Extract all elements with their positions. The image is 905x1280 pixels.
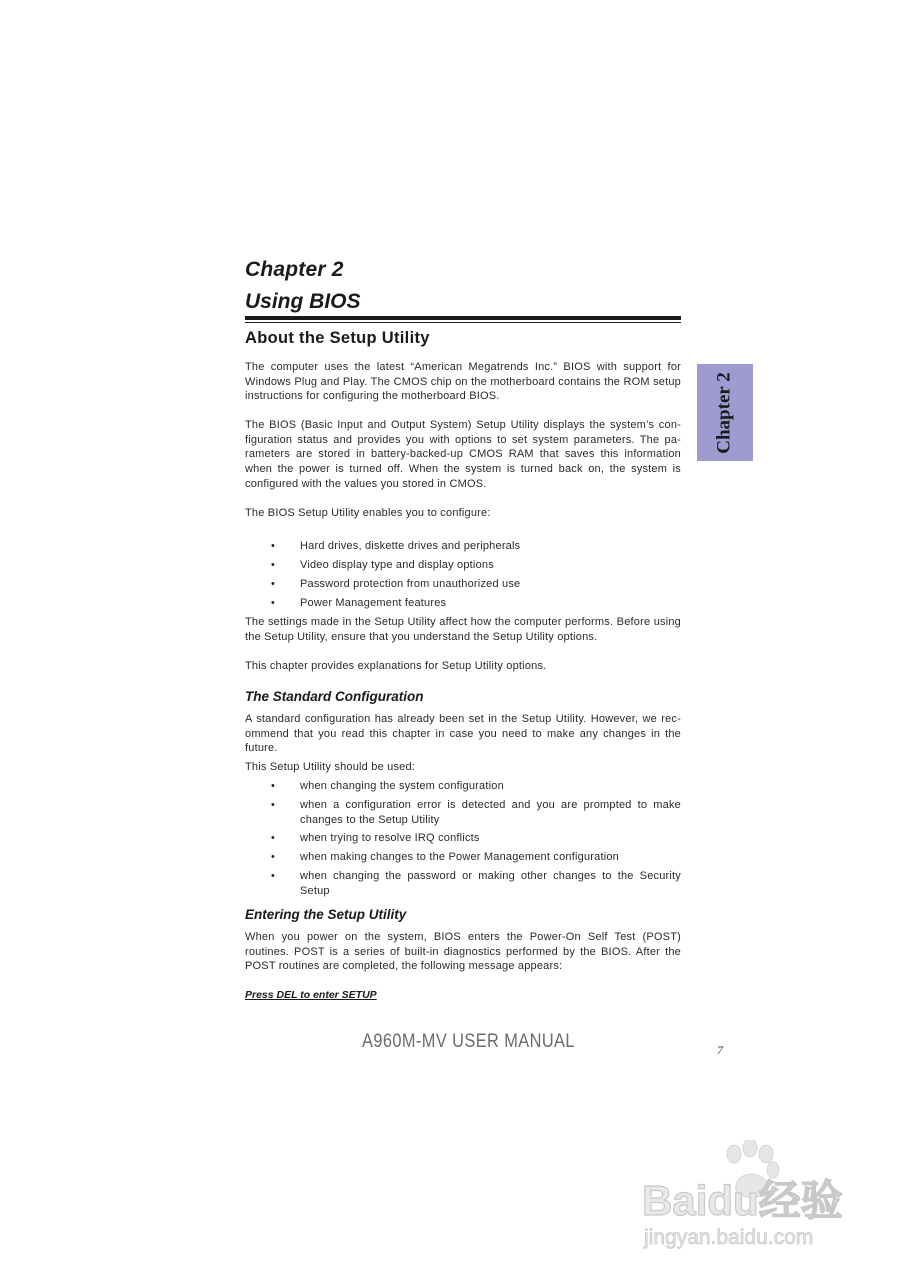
bullet-dot: • bbox=[271, 870, 275, 882]
title-rule-thick bbox=[245, 316, 681, 320]
list-item-text: when a configuration error is detected and you are prompted to make changes to the Setup Utility bbox=[300, 799, 681, 826]
about-paragraph-2: The BIOS (Basic Input and Output System) Setup Utility displays the system’s con-figuration status and provides you with options to set system parameters. The pa-rameters are stored in battery-backed-up CMOS RAM that saves this information when the power is turned off. When the system is turned back on, the system is configured with the values you stored in CMOS. bbox=[245, 419, 681, 490]
chapter-title: Using BIOS bbox=[245, 290, 361, 313]
list-item-text: Video display type and display options bbox=[300, 559, 494, 571]
setup-prompt-message: Press DEL to enter SETUP bbox=[245, 989, 377, 1001]
bullet-dot: • bbox=[271, 559, 275, 571]
about-paragraph-3: The settings made in the Setup Utility affect how the computer performs. Before using the Setup Utility, ensure that you understand the Setup Utility options. bbox=[245, 616, 681, 643]
bullet-dot: • bbox=[271, 832, 275, 844]
watermark-brand-text: Baidu经验 bbox=[642, 1177, 843, 1224]
subsection-heading-entering: Entering the Setup Utility bbox=[245, 907, 407, 922]
bullet-dot: • bbox=[271, 799, 275, 811]
list-item-text: Password protection from unauthorized use bbox=[300, 578, 521, 590]
bullet-dot: • bbox=[271, 540, 275, 552]
watermark-url-text: jingyan.baidu.com bbox=[644, 1226, 814, 1249]
about-paragraph-1: The computer uses the latest “American Megatrends Inc.” BIOS with support for Windows Plug and Play. The CMOS chip on the motherboard contains the ROM setup instructions for configuring the motherboard BIOS. bbox=[245, 361, 681, 403]
footer-manual-title: A960M-MV USER MANUAL bbox=[362, 1031, 575, 1052]
page-number: 7 bbox=[717, 1043, 723, 1057]
list-item-text: Power Management features bbox=[300, 597, 447, 609]
list-item-text: when making changes to the Power Management configuration bbox=[300, 851, 619, 863]
standard-paragraph-1: A standard configuration has already been set in the Setup Utility. However, we rec-ommend that you read this chapter in case you need to make any changes in the future. bbox=[245, 713, 681, 755]
title-rule-thin bbox=[245, 322, 681, 323]
about-paragraph-4: This chapter provides explanations for Setup Utility options. bbox=[245, 660, 547, 672]
about-list-intro: The BIOS Setup Utility enables you to configure: bbox=[245, 507, 491, 519]
bullet-dot: • bbox=[271, 578, 275, 590]
chapter-side-tab bbox=[697, 364, 753, 461]
list-item-text: when changing the system configuration bbox=[300, 780, 504, 792]
standard-list-intro: This Setup Utility should be used: bbox=[245, 761, 416, 773]
chapter-side-tab-label: Chapter 2 bbox=[714, 371, 735, 454]
chapter-number: Chapter 2 bbox=[245, 258, 344, 281]
baidu-watermark-logo bbox=[640, 1140, 855, 1250]
list-item-text: when changing the password or making other changes to the Security Setup bbox=[300, 870, 681, 897]
list-item-text: when trying to resolve IRQ conflicts bbox=[300, 832, 480, 844]
bullet-dot: • bbox=[271, 780, 275, 792]
bullet-dot: • bbox=[271, 851, 275, 863]
bullet-dot: • bbox=[271, 597, 275, 609]
entering-paragraph-1: When you power on the system, BIOS enters the Power-On Self Test (POST) routines. POST is a series of built-in diagnostics performed by the BIOS. After the POST routines are completed, the following message appears: bbox=[245, 931, 681, 973]
list-item-text: Hard drives, diskette drives and peripherals bbox=[300, 540, 521, 552]
section-heading-about: About the Setup Utility bbox=[245, 329, 430, 347]
subsection-heading-standard: The Standard Configuration bbox=[245, 689, 424, 704]
